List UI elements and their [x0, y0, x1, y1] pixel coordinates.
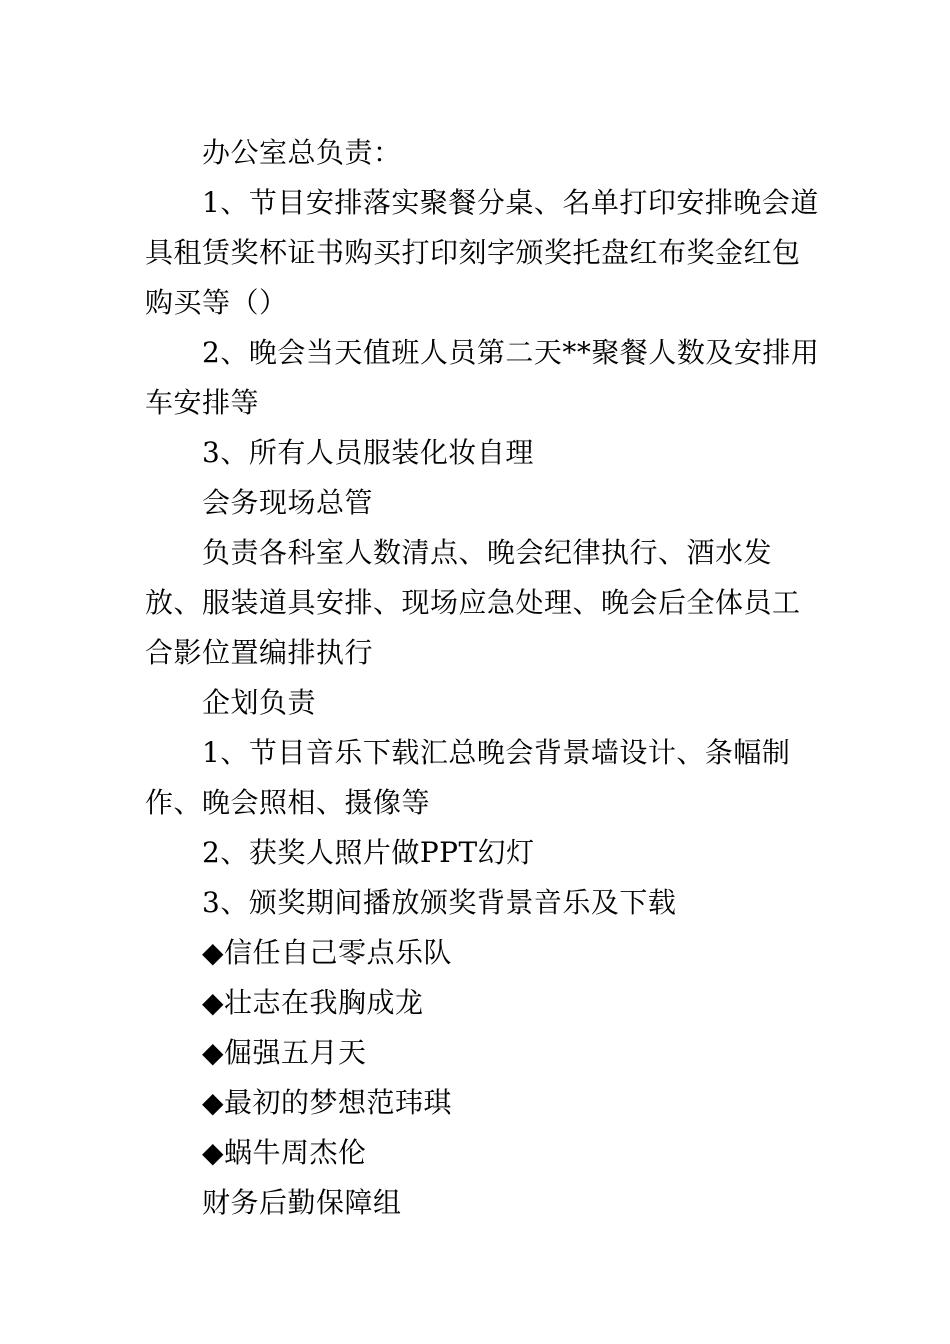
song-list-item: ◆蜗牛周杰伦 [202, 1136, 367, 1169]
document-body [145, 128, 825, 1228]
office-item-1: 1、节目安排落实聚餐分桌、名单打印安排晚会道具租赁奖杯证书购买打印刻字颁奖托盘红布奖金红包购买等（） [145, 186, 819, 319]
song-list-item: ◆倔强五月天 [202, 1036, 367, 1069]
office-item-3: 3、所有人员服装化妆自理 [202, 436, 534, 469]
section-heading-venue: 会务现场总管 [202, 486, 374, 519]
venue-duties: 负责各科室人数清点、晚会纪律执行、酒水发放、服装道具安排、现场应急处理、晚会后全体员工合影位置编排执行 [145, 536, 801, 669]
section-heading-office: 办公室总负责： [202, 136, 402, 169]
office-item-2: 2、晚会当天值班人员第二天**聚餐人数及安排用车安排等 [145, 336, 820, 419]
section-heading-finance: 财务后勤保障组 [202, 1186, 402, 1219]
planning-item-2: 2、获奖人照片做PPT幻灯 [202, 836, 535, 869]
song-list-item: ◆最初的梦想范玮琪 [202, 1086, 453, 1119]
section-heading-planning: 企划负责 [202, 686, 317, 719]
planning-item-3: 3、颁奖期间播放颁奖背景音乐及下载 [202, 886, 677, 919]
song-list-item: ◆信任自己零点乐队 [202, 936, 453, 969]
planning-item-1: 1、节目音乐下载汇总晚会背景墙设计、条幅制作、晚会照相、摄像等 [145, 736, 791, 819]
song-list-item: ◆壮志在我胸成龙 [202, 986, 424, 1019]
